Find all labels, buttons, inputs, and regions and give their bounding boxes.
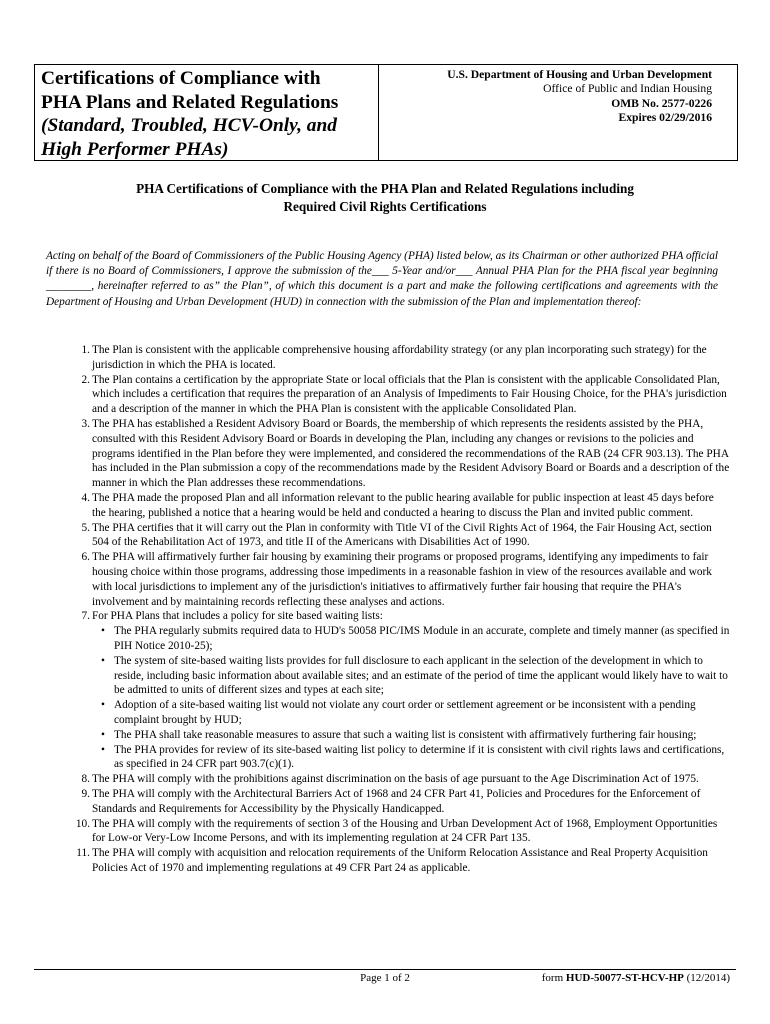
bullet-icon: • xyxy=(101,625,105,638)
item-number: 2. xyxy=(81,373,90,386)
bullet-text: Adoption of a site-based waiting list would not violate any court order or settlement agreement or be inconsistent with a pending complaint brought by HUD; xyxy=(114,699,696,726)
intro-paragraph: Acting on behalf of the Board of Commissioners of the Public Housing Agency (PHA) listed below, as its Chairman or other authorized PHA official if there is no Board of Commissioners, I approve the submission of the___ 5-Year and/or___ Annual PHA Plan for the PHA fiscal year beginning ________, hereinafter referred to as” the Plan”, of which this document is a part and make the following certifications and agreements with the Department of Housing and Urban Development (HUD) in connection with the submission of the Plan and implementation thereof: xyxy=(46,250,718,308)
form-date: (12/2014) xyxy=(686,972,730,984)
page-number: Page 1 of 2 xyxy=(360,972,410,984)
item-number: 3. xyxy=(81,417,90,430)
heading-line2: Required Civil Rights Certifications xyxy=(283,199,487,214)
list-item xyxy=(46,550,730,609)
form-subtitle-line1: (Standard, Troubled, HCV-Only, and xyxy=(41,115,337,136)
item-number: 11. xyxy=(76,847,90,860)
omb-number: OMB No. 2577-0226 xyxy=(611,96,712,110)
item-text: For PHA Plans that includes a policy for site based waiting lists: xyxy=(92,610,383,623)
document-heading xyxy=(40,180,730,216)
bullet-item xyxy=(92,698,730,728)
bullet-icon: • xyxy=(101,728,105,741)
bullet-item xyxy=(92,743,730,773)
form-title-line2: PHA Plans and Related Regulations xyxy=(41,91,339,113)
form-subtitle-line2: High Performer PHAs) xyxy=(41,138,229,160)
list-item xyxy=(46,491,730,521)
item-text: The PHA will affirmatively further fair housing by examining their programs or proposed programs, identifying any impediments to fair housing choice within those programs, addressing those impediments in a reasonable fashion in view of the resources available and work with local jurisdictions to implement any of the jurisdiction's initiatives to affirmatively further fair housing that require the PHA's involvement and by maintaining records reflecting these analyses and actions. xyxy=(92,551,712,608)
item-number: 1. xyxy=(81,344,90,356)
list-item xyxy=(46,521,730,551)
bullet-text: The PHA shall take reasonable measures to assure that such a waiting list is consistent with affirmatively furthering fair housing; xyxy=(114,728,697,741)
heading-line1: PHA Certifications of Compliance with the PHA Plan and Related Regulations including xyxy=(136,181,634,196)
item-text: The PHA will comply with the prohibitions against discrimination on the basis of age pursuant to the Age Discrimination Act of 1975. xyxy=(92,773,699,786)
certification-list xyxy=(46,343,730,876)
office-name: Office of Public and Indian Housing xyxy=(543,82,712,96)
item-text: The PHA will comply with the Architectural Barriers Act of 1968 and 24 CFR Part 41, Policies and Procedures for the Enforcement of Standards and Requirements for Accessibility by the Physically Handicapped. xyxy=(92,787,701,815)
expiration-date: Expires 02/29/2016 xyxy=(618,110,712,124)
bullet-item xyxy=(92,728,730,743)
item-number: 8. xyxy=(81,773,90,786)
form-header xyxy=(34,64,738,161)
form-identifier xyxy=(542,972,730,984)
form-title-line1: Certifications of Compliance with xyxy=(41,68,321,89)
footer-divider xyxy=(34,969,736,970)
form-number: HUD-50077-ST-HCV-HP xyxy=(565,972,684,984)
form-prefix: form xyxy=(541,972,564,984)
list-item xyxy=(46,343,730,373)
bullet-text: The PHA provides for review of its site-based waiting list policy to determine if it is consistent with civil rights laws and certifications, as specified in 24 CFR part 903.7(c)(1). xyxy=(114,743,725,771)
item-text: The PHA will comply with the requirements of section 3 of the Housing and Urban Development Act of 1968, Employment Opportunities for Low-or Very-Low Income Persons, and with its implementing regulation at 24 CFR Part 135. xyxy=(92,817,718,845)
list-item xyxy=(46,846,730,876)
list-item xyxy=(46,417,730,491)
bullet-text: The PHA regularly submits required data to HUD's 50058 PIC/IMS Module in an accurate, complete and timely manner (as specified in PIH Notice 2010-25); xyxy=(114,625,730,652)
bullet-icon: • xyxy=(101,654,105,667)
bullet-item xyxy=(92,624,730,654)
item-text: The PHA made the proposed Plan and all information relevant to the public hearing available for public inspection at least 45 days before the hearing, published a notice that a hearing would be held and conducted a hearing to discuss the Plan and invited public comment. xyxy=(92,491,714,519)
list-item xyxy=(46,373,730,417)
form-title-block xyxy=(35,65,379,160)
item-number: 10. xyxy=(75,817,90,830)
agency-block xyxy=(379,65,737,160)
item-number: 4. xyxy=(81,491,90,504)
item-text: The Plan contains a certification by the appropriate State or local officials that the Plan is consistent with the applicable Consolidated Plan, which includes a certification that requires the preparation of an Analysis of Impediments to Fair Housing Choice, for the PHA's jurisdiction and a description of the manner in which the PHA Plan is consistent with the applicable Consolidated Plan. xyxy=(92,373,727,416)
list-item xyxy=(46,772,730,787)
bullet-icon: • xyxy=(101,743,105,756)
list-item xyxy=(46,609,730,772)
list-item xyxy=(46,817,730,847)
bullet-icon: • xyxy=(101,699,105,712)
item-number: 6. xyxy=(81,551,90,564)
agency-name: U.S. Department of Housing and Urban Development xyxy=(447,68,712,81)
item-number: 7. xyxy=(81,610,90,623)
item-text: The PHA has established a Resident Advisory Board or Boards, the membership of which represents the residents assisted by the PHA, consulted with this Resident Advisory Board or Boards in developing the Plan, including any changes or revisions to the policies and programs identified in the Plan before they were implemented, and considered the recommendations of the RAB (24 CFR 903.13). The PHA has included in the Plan submission a copy of the recommendations made by the Resident Advisory Board or Boards and a description of the manner in which the Plan addresses these recommendations. xyxy=(92,417,730,490)
item-text: The PHA certifies that it will carry out the Plan in conformity with Title VI of the Civil Rights Act of 1964, the Fair Housing Act, section 504 of the Rehabilitation Act of 1973, and title II of the Americans with Disabilities Act of 1990. xyxy=(92,521,712,549)
bullet-item xyxy=(92,654,730,698)
item-text: The Plan is consistent with the applicable comprehensive housing affordability strategy (or any plan incorporating such strategy) for the jurisdiction in which the PHA is located. xyxy=(92,344,707,371)
item-number: 9. xyxy=(81,787,90,800)
bullet-text: The system of site-based waiting lists provides for full disclosure to each applicant in the selection of the development in which to reside, including basic information about available sites; and an estimate of the period of time the applicant would likely have to wait to be admitted to units of different sizes and types at each site; xyxy=(114,654,728,697)
item-text: The PHA will comply with acquisition and relocation requirements of the Uniform Relocation Assistance and Real Property Acquisition Policies Act of 1970 and implementing regulations at 49 CFR Part 24 as applicable. xyxy=(92,847,708,874)
item-number: 5. xyxy=(81,521,90,534)
list-item xyxy=(46,787,730,817)
